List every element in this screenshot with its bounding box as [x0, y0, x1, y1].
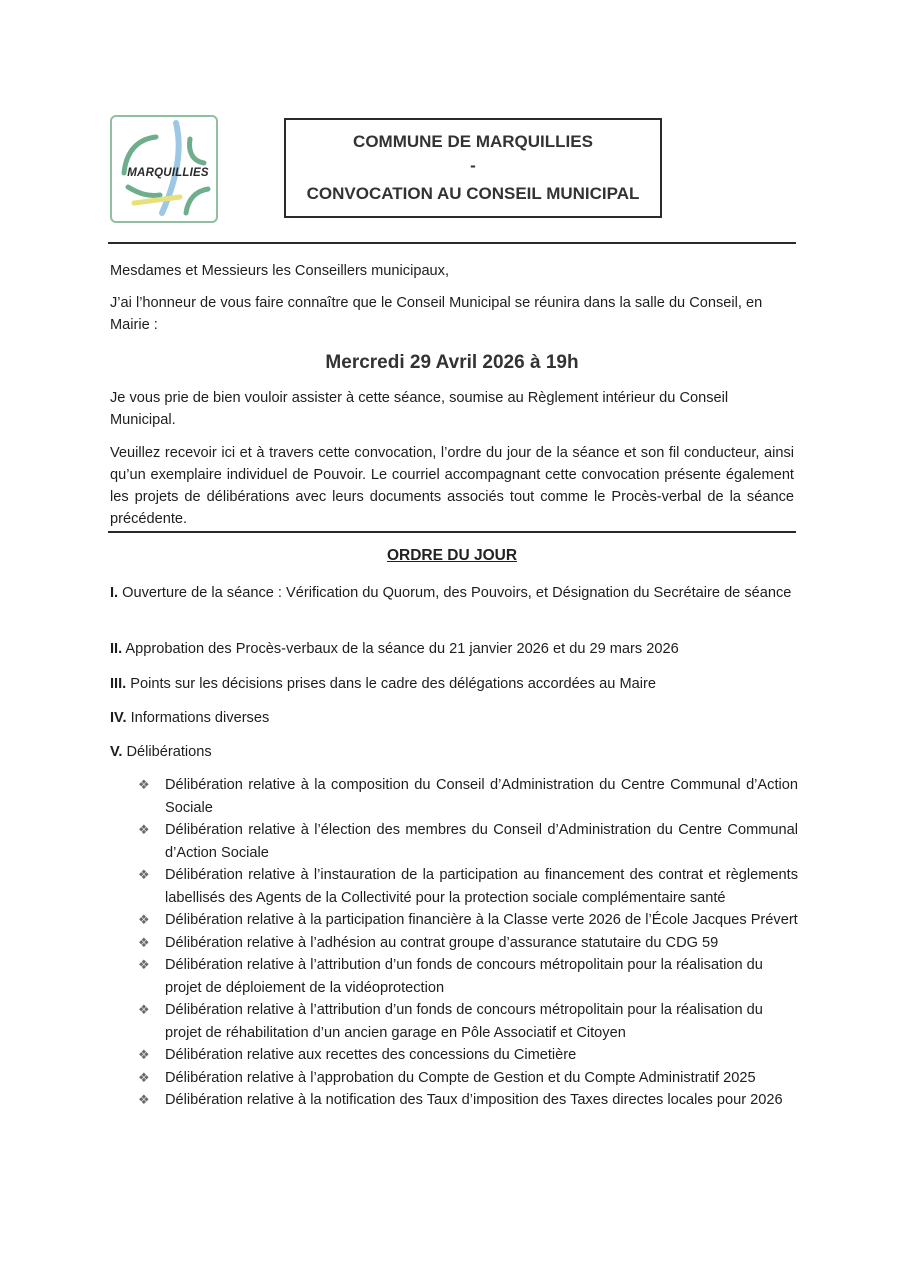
diamond-bullet-icon: ❖	[138, 822, 150, 837]
header-divider	[108, 242, 796, 244]
salutation: Mesdames et Messieurs les Conseillers municipaux,	[110, 263, 450, 279]
diamond-bullet-icon: ❖	[138, 1047, 150, 1062]
deliberation-text: Délibération relative à l’instauration de la participation au financement des contrat et règlements labellisés des Agents de la Collectivité pour la protection sociale complémentaire santé	[165, 867, 798, 906]
convocation-title: CONVOCATION AU CONSEIL MUNICIPAL	[306, 184, 640, 203]
deliberation-item	[138, 954, 798, 999]
diamond-bullet-icon: ❖	[138, 1092, 150, 1107]
deliberation-text: Délibération relative à l’adhésion au contrat groupe d’assurance statutaire du CDG 59	[165, 934, 719, 951]
agenda-item-text: Approbation des Procès-verbaux de la séance du 21 janvier 2026 et du 29 mars 2026	[122, 641, 679, 657]
diamond-bullet-icon: ❖	[138, 1002, 150, 1017]
commune-title: COMMUNE DE MARQUILLIES	[353, 132, 593, 151]
deliberation-item	[138, 774, 798, 819]
diamond-bullet-icon: ❖	[138, 867, 150, 882]
diamond-bullet-icon: ❖	[138, 1069, 150, 1085]
agenda-item-text: Points sur les décisions prises dans le cadre des délégations accordées au Maire	[126, 676, 656, 692]
deliberation-text: Délibération relative à l’attribution d’un fonds de concours métropolitain pour la réalisation du projet de réhabilitation d’un ancien garage en Pôle Associatif et Citoyen	[165, 1002, 763, 1041]
deliberation-item	[138, 909, 798, 932]
deliberation-item	[138, 819, 798, 864]
agenda-item-number: II.	[110, 641, 123, 657]
body-divider	[108, 531, 796, 533]
documents-paragraph: Veuillez recevoir ici et à travers cette convocation, l’ordre du jour de la séance et son fil conducteur, ainsi qu’un exemplaire individuel de Pouvoir. Le courriel accompagnant cette convocation présente également les projets de délibérations avec leurs documents associés tout comme le Procès-verbal de la séance précédente.	[110, 445, 794, 527]
agenda-item-text: Ouverture de la séance : Vérification du Quorum, des Pouvoirs, et Désignation du Secrétaire de séance	[118, 585, 792, 601]
diamond-bullet-icon: ❖	[138, 777, 150, 792]
deliberation-item	[138, 999, 798, 1044]
meeting-date: Mercredi 29 Avril 2026 à 19h	[325, 352, 579, 373]
deliberation-item	[138, 932, 798, 955]
deliberation-text: Délibération relative à la composition du Conseil d’Administration du Centre Communal d’Action Sociale	[165, 777, 798, 816]
deliberation-text: Délibération relative à la notification des Taux d’imposition des Taxes directes locales pour 2026	[165, 1092, 783, 1108]
deliberation-text: Délibération relative à l’attribution d’un fonds de concours métropolitain pour la réalisation du projet de déploiement de la vidéoprotection	[165, 957, 763, 996]
deliberation-text: Délibération relative aux recettes des concessions du Cimetière	[165, 1047, 577, 1063]
agenda-item-3	[110, 673, 794, 695]
agenda-item-number: III.	[110, 676, 127, 692]
deliberation-item	[138, 1044, 798, 1067]
diamond-bullet-icon: ❖	[138, 957, 150, 972]
deliberation-text: Délibération relative à la participation financière à la Classe verte 2026 de l’École Jacques Prévert	[165, 912, 798, 928]
marquillies-logo	[110, 115, 218, 223]
agenda-item-number: V.	[110, 744, 123, 760]
deliberation-text: Délibération relative à l’approbation du Compte de Gestion et du Compte Administratif 2025	[165, 1069, 756, 1086]
agenda-item-5	[110, 741, 794, 763]
agenda-item-text: Informations diverses	[126, 710, 270, 726]
document-title-box	[284, 118, 662, 218]
agenda-item-1	[110, 582, 794, 604]
agenda-item-2	[110, 638, 794, 660]
deliberations-list	[138, 774, 798, 1112]
deliberation-item	[138, 864, 798, 909]
deliberation-item	[138, 1067, 798, 1090]
title-separator: -	[470, 156, 476, 175]
diamond-bullet-icon: ❖	[138, 912, 150, 927]
logo-text: MARQUILLIES	[127, 167, 209, 179]
attendance-request: Je vous prie de bien vouloir assister à cette séance, soumise au Règlement intérieur du Conseil Municipal.	[110, 390, 729, 428]
deliberation-item	[138, 1089, 798, 1112]
deliberation-text: Délibération relative à l’élection des membres du Conseil d’Administration du Centre Communal d’Action Sociale	[165, 822, 798, 861]
agenda-item-4	[110, 707, 794, 729]
agenda-item-text: Délibérations	[122, 744, 212, 760]
agenda-item-number: I.	[110, 585, 119, 601]
agenda-item-number: IV.	[110, 710, 127, 726]
intro-paragraph: J’ai l’honneur de vous faire connaître que le Conseil Municipal se réunira dans la salle du Conseil, en Mairie :	[110, 295, 763, 333]
agenda-title: ORDRE DU JOUR	[386, 547, 518, 564]
diamond-bullet-icon: ❖	[138, 934, 150, 950]
